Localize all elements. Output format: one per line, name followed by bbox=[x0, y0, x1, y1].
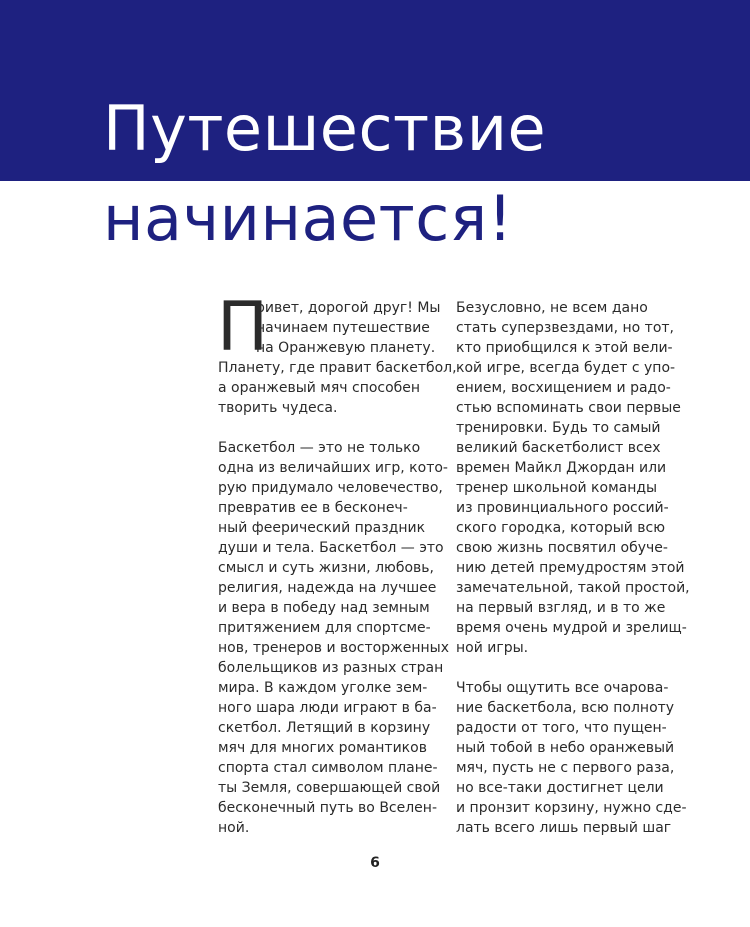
text-line: Чтобы ощутить все очарова- bbox=[456, 680, 669, 696]
intro-line: на Оранжевую планету. bbox=[256, 340, 436, 356]
text-line: рую придумало человечество, bbox=[218, 480, 443, 496]
text-line: ный тобой в небо оранжевый bbox=[456, 740, 675, 756]
body-paragraph bbox=[456, 678, 687, 838]
text-line: кой игре, всегда будет с упо- bbox=[456, 360, 676, 376]
text-line: ты Земля, совершающей свой bbox=[218, 780, 441, 796]
text-line: ной игры. bbox=[456, 640, 529, 656]
intro-paragraph bbox=[217, 288, 457, 418]
body-paragraph bbox=[218, 438, 449, 838]
text-line: Безусловно, не всем дано bbox=[456, 300, 648, 316]
text-line: ние баскетбола, всю полноту bbox=[456, 700, 675, 716]
intro-line: начинаем путешествие bbox=[256, 320, 430, 336]
text-line: Баскетбол — это не только bbox=[218, 440, 421, 456]
text-line: кто приобщился к этой вели- bbox=[456, 340, 673, 356]
body-paragraph bbox=[456, 298, 690, 658]
drop-cap-letter: П bbox=[217, 288, 269, 367]
text-line: но все-таки достигнет цели bbox=[456, 780, 664, 796]
text-line: религия, надежда на лучшее bbox=[218, 580, 437, 596]
text-line: тренер школьной команды bbox=[456, 480, 658, 496]
text-line: ением, восхищением и радо- bbox=[456, 380, 671, 396]
text-line: скетбол. Летящий в корзину bbox=[218, 720, 431, 736]
text-line: спорта стал символом плане- bbox=[218, 760, 438, 776]
text-line: мяч, пусть не с первого раза, bbox=[456, 760, 675, 776]
text-line: одна из величайших игр, кото- bbox=[218, 460, 448, 476]
drop-cap-block bbox=[217, 288, 441, 367]
text-line: стать суперзвездами, но тот, bbox=[456, 320, 674, 336]
text-line: мира. В каждом уголке зем- bbox=[218, 680, 428, 696]
text-line: смысл и суть жизни, любовь, bbox=[218, 560, 434, 576]
text-line: нию детей премудростям этой bbox=[456, 560, 685, 576]
text-line: ского городка, который всю bbox=[456, 520, 666, 536]
text-line: ной. bbox=[218, 820, 250, 836]
text-line: стью вспоминать свои первые bbox=[456, 400, 681, 416]
intro-line: а оранжевый мяч способен bbox=[218, 380, 421, 396]
text-line: лать всего лишь первый шаг bbox=[456, 820, 672, 836]
intro-line: ривет, дорогой друг! Мы bbox=[256, 300, 441, 316]
text-line: времен Майкл Джордан или bbox=[456, 460, 667, 476]
text-line: болельщиков из разных стран bbox=[218, 660, 444, 676]
page-title-line-1: Путешествие bbox=[103, 92, 547, 165]
text-line: мяч для многих романтиков bbox=[218, 740, 427, 756]
page-number: 6 bbox=[370, 855, 380, 871]
text-line: замечательной, такой простой, bbox=[456, 580, 690, 596]
text-line: свою жизнь посвятил обуче- bbox=[456, 540, 668, 556]
text-line: превратив ее в бесконеч- bbox=[218, 500, 408, 516]
text-line: ный феерический праздник bbox=[218, 520, 426, 536]
text-line: души и тела. Баскетбол — это bbox=[218, 540, 444, 556]
text-line: радости от того, что пущен- bbox=[456, 720, 667, 736]
page-title-line-2: начинается! bbox=[103, 182, 513, 255]
text-line: великий баскетболист всех bbox=[456, 440, 661, 456]
text-line: на первый взгляд, и в то же bbox=[456, 600, 666, 616]
text-line: тренировки. Будь то самый bbox=[456, 420, 661, 436]
text-line: ного шара люди играют в ба- bbox=[218, 700, 437, 716]
intro-line: творить чудеса. bbox=[218, 400, 338, 416]
text-line: и вера в победу над земным bbox=[218, 600, 430, 616]
text-line: притяжением для спортсме- bbox=[218, 620, 431, 636]
text-line: бесконечный путь во Вселен- bbox=[218, 800, 438, 816]
left-text-column bbox=[217, 288, 457, 858]
text-line: нов, тренеров и восторженных bbox=[218, 640, 449, 656]
intro-line: Планету, где правит баскетбол, bbox=[218, 360, 457, 376]
text-line: время очень мудрой и зрелищ- bbox=[456, 620, 687, 636]
text-line: и пронзит корзину, нужно сде- bbox=[456, 800, 687, 816]
text-line: из провинциального россий- bbox=[456, 500, 669, 516]
right-text-column bbox=[456, 298, 690, 858]
